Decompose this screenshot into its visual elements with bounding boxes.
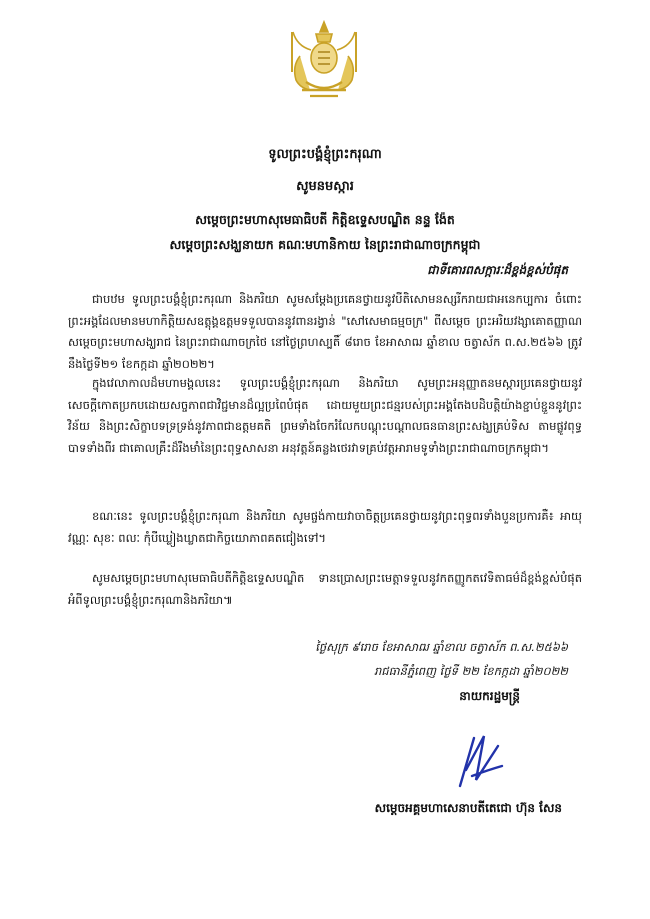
place-and-date: រាជធានីភ្នំពេញ ថ្ងៃទី ២២ ខែកក្កដា ឆ្នាំ២០២២ bbox=[373, 664, 568, 678]
recipient-line-1: សម្តេចព្រះមហាសុមេធាធិបតី កិត្តិឧទ្ទេសបណ្ឌិត នន្ទ ង៉ែត bbox=[195, 212, 455, 227]
body-paragraph-4 bbox=[68, 568, 582, 611]
signatory-name: សម្តេចអគ្គមហាសេនាបតីតេជោ ហ៊ុន សែន bbox=[374, 801, 562, 815]
royal-coat-of-arms-icon bbox=[280, 20, 368, 102]
body-paragraph-3-text: ខណៈនេះ ទូលព្រះបង្គំខ្ញុំព្រះករុណា និងភរិយា សូមផ្ចង់កាយវាចាចិត្តប្រគេនថ្វាយនូវព្រះពុទ្ធពរទាំងបួនប្រការគឺ៖ អាយុ វណ្ណៈ សុខៈ ពលៈ កុំបីឃ្លៀងឃ្លាតជាកិច្ចយោភាពគតជៀងទៅ។ bbox=[68, 509, 582, 545]
body-paragraph-4-text: សូមសម្តេចព្រះមហាសុមេធាធិបតីកិត្តិឧទ្ទេសបណ្ឌិត ទានប្រោសព្រះមេត្តាទទួលនូវកតញ្ញូកតវេទិតាធម៌ដ៏ខ្ពង់ខ្ពស់បំផុត អំពីទូលព្រះបង្គំខ្ញុំព្រះករុណានិងភរិយា៕ bbox=[68, 571, 582, 607]
body-paragraph-3 bbox=[68, 506, 582, 549]
signatory-title: នាយករដ្ឋមន្ត្រី bbox=[459, 689, 520, 703]
salutation: ទូលព្រះបង្គំខ្ញុំព្រះករុណា bbox=[268, 147, 382, 162]
body-paragraph-2-text: ក្នុងវេលាកាលដ៏មហាមង្គលនេះ ទូលព្រះបង្គំខ្ញុំព្រះករុណា និងភរិយា សូមព្រះអនុញ្ញាតនមស្ការប្រគេនថ្វាយនូវសេចក្តីកោតប្រកបដោយសច្ចភាពជាវិជ្ជមានដ៏ល្អប្រពៃបំផុត ដោយមួយព្រះជន្មរបស់ព្រះអង្គតែងបដិបត្តិយ៉ាងខ្ជាប់ខ្ជួននូវព្រះវិន័យ និងព្រះសិក្ខាបទទ្រទ្រង់នូវភាពជាឧត្តមគតិ ព្រមទាំងចែករំលែកបណ្តុះបណ្តាលធនធានព្រះសង្ឃគ្រប់ទិស តាមផ្លូវពុទ្ធបាទទាំងពីរ ជាគោលគ្រឹះដ៏រឹងមាំនៃព្រះពុទ្ធសាសនា អនុវត្តន៍គន្លងថេរវាទគ្រប់វត្តអារាមទូទាំងព្រះរាជាណាចក្រកម្ពុជា។ bbox=[68, 376, 582, 455]
lunar-date: ថ្ងៃសុក្រ ៩រោច ខែអាសាឍ ឆ្នាំខាល ចត្វាស័ក ព.ស.២៥៦៦ bbox=[315, 640, 568, 654]
signature-icon bbox=[452, 730, 512, 790]
recipient-line-2: សម្តេចព្រះសង្ឃនាយក គណៈមហានិកាយ នៃព្រះរាជាណាចក្រកម្ពុជា bbox=[169, 237, 481, 252]
reverence-line: ជាទីគោរពសក្ការៈដ៏ខ្ពង់ខ្ពស់បំផុត bbox=[427, 263, 568, 277]
body-paragraph-1-text: ជាបឋម ទូលព្រះបង្គំខ្ញុំព្រះករុណា និងភរិយា សូមសម្តែងប្រគេនថ្វាយនូវបីតិសោមនស្សរីករាយជាអនេកប្បការ ចំពោះព្រះអង្គដែលមានមហាកិត្តិយសឧត្តុង្គឧត្តមទទួលបាននូវពានរង្វាន់ "សៅសេមាធម្មចក្រ" ពីសម្តេច ព្រះអរិយវង្សាគោតញ្ញាណ សម្តេចព្រះមហាសង្ឃរាជ នៃព្រះរាជាណាចក្រថៃ នៅថ្ងៃព្រហស្បតិ៍ ៨រោច ខែអាសាឍ ឆ្នាំខាល ចត្វាស័ក ព.ស.២៥៦៦ ត្រូវនឹងថ្ងៃទី២១ ខែកក្កដា ឆ្នាំ២០២២។ bbox=[68, 292, 582, 371]
greeting: សូមនមស្ការ bbox=[296, 179, 354, 194]
body-paragraph-2 bbox=[68, 373, 582, 459]
body-paragraph-1 bbox=[68, 289, 582, 375]
